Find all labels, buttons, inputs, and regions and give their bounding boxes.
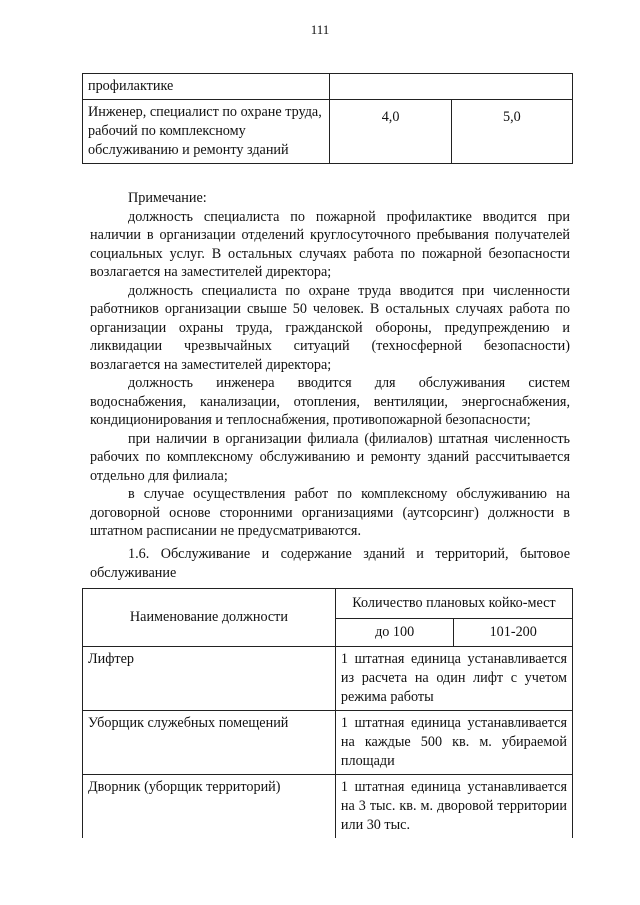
table-cell-position: Лифтер <box>83 647 336 711</box>
table-row <box>83 100 573 164</box>
table-cell-norm: 1 штатная единица устанавливается на каждые 500 кв. м. убираемой площади <box>335 711 572 775</box>
header-bed-count: Количество плановых койко-мест <box>335 589 572 619</box>
table-row <box>83 775 573 839</box>
table-cell-position: Инженер, специалист по охране труда, рабочий по комплексному обслуживанию и ремонту зданий <box>83 100 330 164</box>
table-row <box>83 711 573 775</box>
table-header-row <box>83 589 573 619</box>
table-cell-position: Уборщик служебных помещений <box>83 711 336 775</box>
page-number: 111 <box>310 22 330 37</box>
table-row <box>83 74 573 100</box>
table-cell-empty <box>330 74 573 100</box>
note-paragraph: при наличии в организации филиала (филиалов) штатная численность рабочих по комплексному обслуживанию и ремонту зданий рассчитывается отдельно для филиала; <box>90 430 570 484</box>
note-block <box>90 189 570 541</box>
note-paragraph: должность инженера вводится для обслуживания систем водоснабжения, канализации, отопления, вентиляции, энергоснабжения, кондиционирования и теплоснабжения, противопожарной безопасности; <box>90 375 570 428</box>
note-title: Примечание: <box>128 190 207 206</box>
note-paragraph: должность специалиста по охране труда вводится при численности работников организации свыше 50 человек. В остальных случаях работа по организации охраны труда, гражданской обороны, предупреждению и ликвидации чрезвычайных ситуаций (техносферной безопасности) возлагается на заместителей директора; <box>90 282 570 373</box>
header-position-name: Наименование должности <box>83 589 336 647</box>
subheader-up-to-100: до 100 <box>335 619 454 647</box>
table-cell-norm: 1 штатная единица устанавливается на 3 тыс. кв. м. дворовой территории или 30 тыс. <box>335 775 572 839</box>
subheader-101-200: 101-200 <box>454 619 573 647</box>
table-cell-position: профилактике <box>83 74 330 100</box>
table-cell-value: 5,0 <box>451 100 572 164</box>
note-paragraph: в случае осуществления работ по комплексному обслуживанию на договорной основе сторонними организациями (аутсорсинг) должности в штатном расписании не предусматриваются. <box>90 486 570 539</box>
section-heading: 1.6. Обслуживание и содержание зданий и территорий, бытовое обслуживание <box>90 546 570 581</box>
maintenance-staff-table <box>82 588 573 838</box>
table-cell-norm: 1 штатная единица устанавливается из расчета на один лифт с учетом режима работы <box>335 647 572 711</box>
table-cell-value: 4,0 <box>330 100 451 164</box>
note-paragraph: должность специалиста по пожарной профилактике вводится при наличии в организации отделений круглосуточного пребывания получателей социальных услуг. В остальных случаях работа по пожарной безопасности возлагается на заместителей директора; <box>90 208 570 280</box>
table-cell-position: Дворник (уборщик территорий) <box>83 775 336 839</box>
staffing-table-continued <box>82 73 573 164</box>
table-row <box>83 647 573 711</box>
